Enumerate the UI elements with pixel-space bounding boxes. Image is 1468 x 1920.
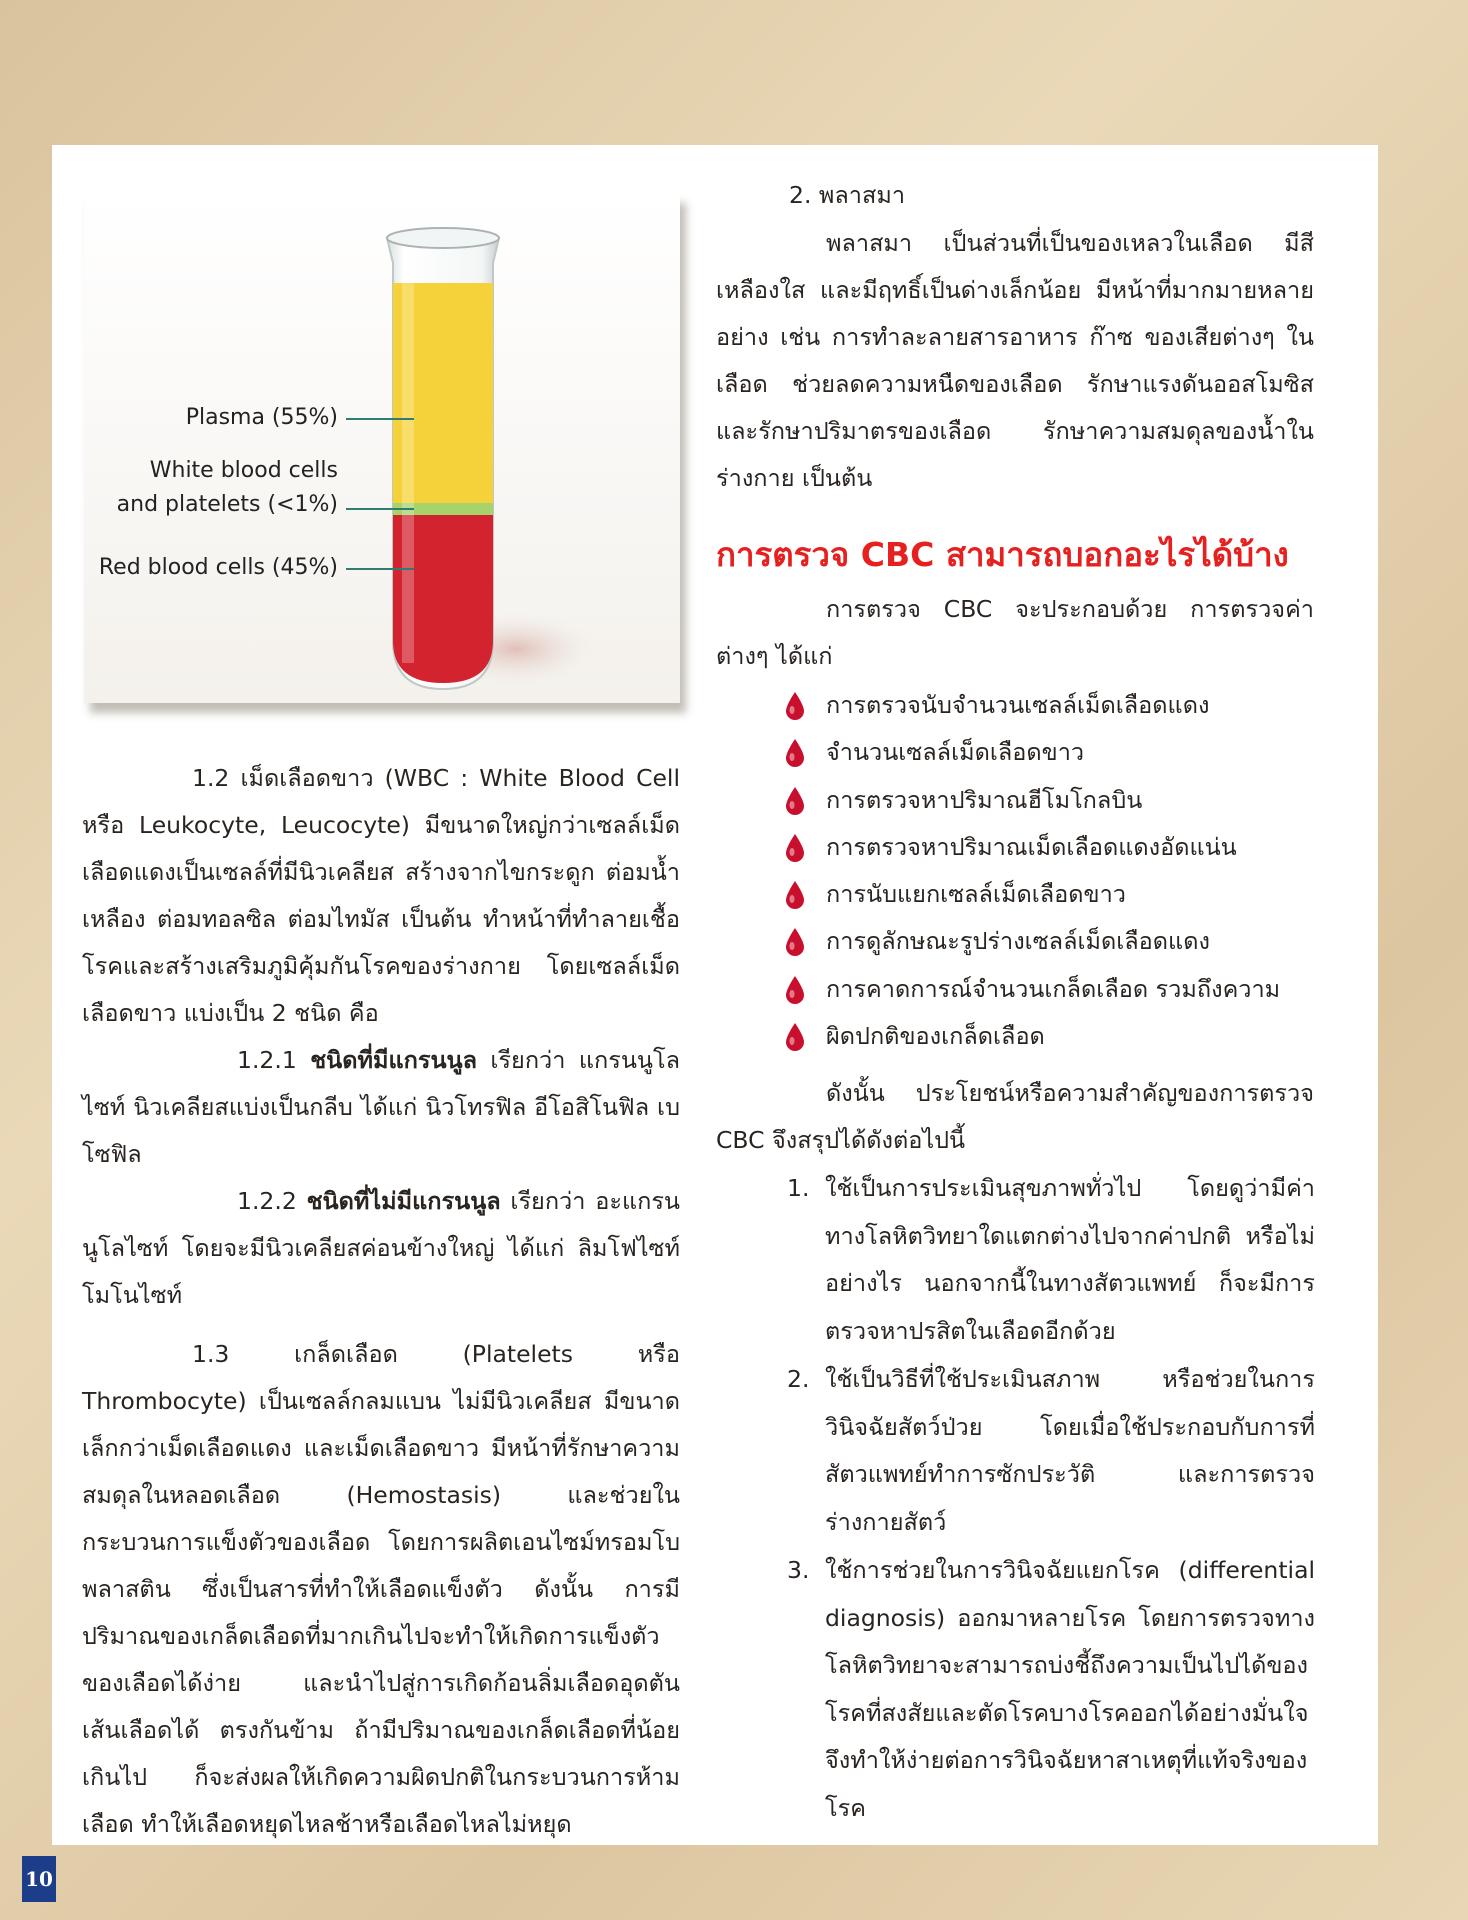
wbc-label-line1: White blood cells <box>149 458 338 483</box>
cbc-test-item <box>784 824 1344 871</box>
cbc-test-item <box>784 729 1344 776</box>
cbc-test-item <box>784 871 1344 918</box>
cbc-test-label: จำนวนเซลล์เม็ดเลือดขาว <box>826 738 1085 767</box>
plasma-label: Plasma (55%) <box>185 405 338 430</box>
cbc-test-label: การตรวจนับจำนวนเซลล์เม็ดเลือดแดง <box>826 691 1210 719</box>
wbc-label-line2: and platelets (<1%) <box>116 492 338 517</box>
section-1-2-1-term: ชนิดที่มีแกรนนูล <box>310 1046 477 1074</box>
cbc-test-label: การตรวจหาปริมาณฮีโมโกลบิน <box>826 785 1143 814</box>
section-1-2: 1.2 เม็ดเลือดขาว (WBC : White Blood Cell หรือ Leukocyte, Leucocyte) มีขนาดใหญ่กว่าเซลล์เม็ดเลือดแดงเป็นเซลล์ที่มีนิวเคลียส สร้างจากไขกระดูก ต่อมน้ำเหลือง ต่อมทอลซิล ต่อมไทมัส เป็นต้น ทำหน้าที่ทำลายเชื้อโรคและสร้างเสริมภูมิคุ้มกันโรคของร่างกาย โดยเซลล์เม็ดเลือดขาว แบ่งเป็น 2 ชนิด คือ <box>82 764 680 1027</box>
section-2-text: พลาสมา เป็นส่วนที่เป็นของเหลวในเลือด มีสีเหลืองใส และมีฤทธิ์เป็นด่างเล็กน้อย มีหน้าที่มากมายหลาย อย่าง เช่น การทำละลายสารอาหาร ก๊าซ ของเสียต่างๆ ในเลือด ช่วยลดความหนืดของเลือด รักษาแรงดันออสโมซิส และรักษาปริมาตรของเลือด รักษาความสมดุลของน้ำในร่างกาย เป็นต้น <box>716 229 1314 492</box>
cbc-test-label: การดูลักษณะรูปร่างเซลล์เม็ดเลือดแดง <box>826 927 1210 956</box>
cbc-test-label: ผิดปกติของเกล็ดเลือด <box>826 1022 1045 1051</box>
blood-composition-figure <box>84 193 680 703</box>
cbc-test-list <box>784 682 1344 1060</box>
blood-drop-icon <box>784 880 806 910</box>
benefit-1-text: ใช้เป็นการประเมินสุขภาพทั่วไป โดยดูว่ามีค่าทางโลหิตวิทยาใดแตกต่างไปจากค่าปกติ หรือไม่อย่างไร นอกจากนี้ในทางสัตวแพทย์ ก็จะมีการตรวจหาปรสิตในเลือดอีกด้วย <box>825 1174 1315 1345</box>
blood-drop-icon <box>784 1022 806 1052</box>
cbc-summary: ดังนั้น ประโยชน์หรือความสำคัญของการตรวจ CBC จึงสรุปได้ดังต่อไปนี้ <box>716 1079 1314 1154</box>
benefit-3-text: ใช้การช่วยในการวินิจฉัยแยกโรค (differential diagnosis) ออกมาหลายโรค โดยการตรวจทางโลหิตวิทยาจะสามารถบ่งชี้ถึงความเป็นไปได้ของโรคที่สงสัยและตัดโรคบางโรคออกได้อย่างมั่นใจ จึงทำให้ง่ายต่อการวินิจฉัยหาสาเหตุที่แท้จริงของโรค <box>825 1556 1315 1822</box>
left-column <box>82 755 680 1848</box>
blood-drop-icon <box>784 691 806 721</box>
rbc-label: Red blood cells (45%) <box>98 555 338 580</box>
blood-drop-icon <box>784 975 806 1005</box>
section-1-2-1: 1.2.1 ชนิดที่มีแกรนนูล เรียกว่า แกรนนูโลไซท์ นิวเคลียสแบ่งเป็นกลีบ ได้แก่ นิวโทรฟิล อีโอสิโนฟิล เบโซฟิล <box>82 1046 680 1168</box>
cbc-test-label: การตรวจหาปริมาณเม็ดเลือดแดงอัดแน่น <box>826 832 1237 861</box>
blood-drop-icon <box>784 833 806 863</box>
benefit-3-number: 3. <box>787 1556 810 1584</box>
benefit-2-text: ใช้เป็นวิธีที่ใช้ประเมินสภาพ หรือช่วยในการวินิจฉัยสัตว์ป่วย โดยเมื่อใช้ประกอบกับการที่สัตวแพทย์ทำการซักประวัติ และการตรวจร่างกายสัตว์ <box>825 1365 1315 1536</box>
cbc-intro: การตรวจ CBC จะประกอบด้วย การตรวจค่าต่างๆ ได้แก่ <box>716 595 1314 670</box>
benefit-1-number: 1. <box>787 1174 810 1202</box>
section-1-2-2-term: ชนิดที่ไม่มีแกรนนูล <box>306 1187 501 1215</box>
cbc-test-item <box>784 918 1344 965</box>
blood-drop-icon <box>784 786 806 816</box>
cbc-heading: การตรวจ CBC สามารถบอกอะไรได้บ้าง <box>716 535 1289 574</box>
cbc-test-item <box>784 966 1344 1013</box>
page-number: 10 <box>22 1856 56 1902</box>
cbc-test-item <box>784 777 1344 824</box>
cbc-test-label: การนับแยกเซลล์เม็ดเลือดขาว <box>826 880 1127 909</box>
test-tube-illustration <box>84 193 680 703</box>
blood-drop-icon <box>784 927 806 957</box>
cbc-test-label: การคาดการณ์จำนวนเกล็ดเลือด รวมถึงความ <box>826 974 1281 1003</box>
benefit-2-number: 2. <box>787 1365 810 1393</box>
tube-highlight <box>402 263 414 663</box>
section-1-3: 1.3 เกล็ดเลือด (Platelets หรือ Thrombocyte) เป็นเซลล์กลมแบน ไม่มีนิวเคลียส มีขนาดเล็กกว่าเม็ดเลือดแดง และเม็ดเลือดขาว มีหน้าที่รักษาความสมดุลในหลอดเลือด (Hemostasis) และช่วยในกระบวนการแข็งตัวของเลือด โดยการผลิตเอนไซม์ทรอมโบพลาสติน ซึ่งเป็นสารที่ทำให้เลือดแข็งตัว ดังนั้น การมีปริมาณของเกล็ดเลือดที่มากเกินไปจะทำให้เกิดการแข็งตัวของเลือดได้ง่าย และนำไปสู่การเกิดก้อนลิ่มเลือดอุดตันเส้นเลือดได้ ตรงกันข้าม ถ้ามีปริมาณของเกล็ดเลือดที่น้อยเกินไป ก็จะส่งผลให้เกิดความผิดปกติในกระบวนการห้ามเลือด ทำให้เลือดหยุดไหลช้าหรือเลือดไหลไม่หยุด <box>82 1340 680 1838</box>
tube-rim <box>387 228 499 248</box>
section-2-title: 2. พลาสมา <box>789 181 906 209</box>
cbc-test-item <box>784 682 1344 729</box>
section-1-2-2: 1.2.2 ชนิดที่ไม่มีแกรนนูล เรียกว่า อะแกรนนูโลไซท์ โดยจะมีนิวเคลียสค่อนข้างใหญ่ ได้แก่ ลิมโฟไซท์ โมโนไซท์ <box>82 1187 680 1309</box>
blood-drop-icon <box>784 738 806 768</box>
cbc-test-item <box>784 1013 1344 1060</box>
